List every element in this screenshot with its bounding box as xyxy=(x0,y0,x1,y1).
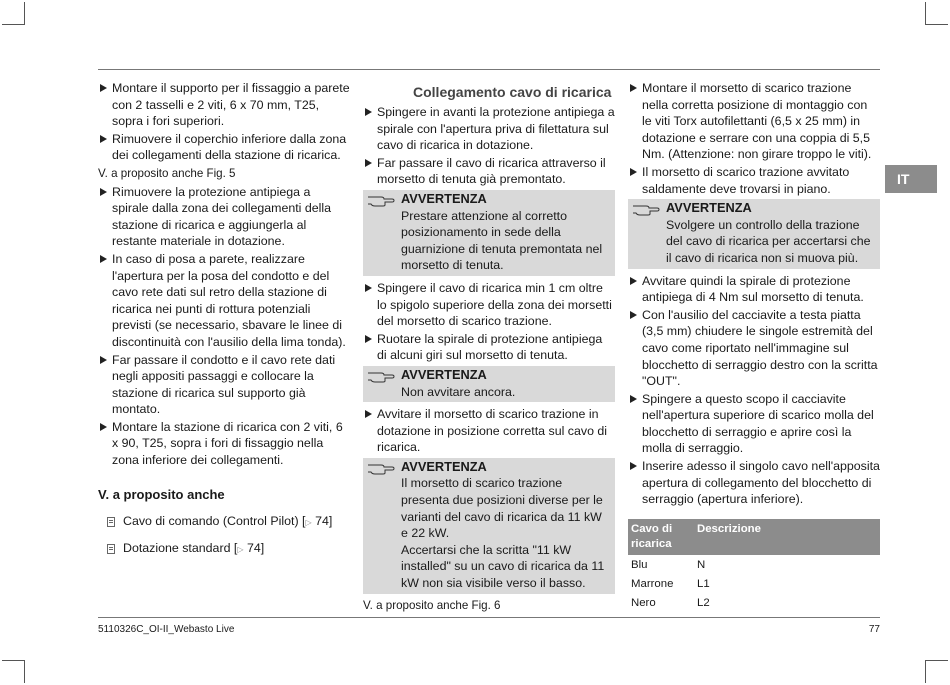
warning-box xyxy=(363,366,615,402)
bullet-arrow-icon xyxy=(365,284,372,292)
table-header-cell: Descrizione xyxy=(694,519,880,555)
section-heading: Collegamento cavo di ricarica xyxy=(413,84,612,100)
table-header-row xyxy=(628,519,880,555)
document-icon xyxy=(107,544,115,554)
footer-document-id: 5110326C_OI-II_Webasto Live xyxy=(98,624,235,635)
list-item: Avvitare il morsetto di scarico trazione in dotazione in posizione corretta sul cavo di ricarica. xyxy=(363,406,615,456)
warning-title: AVVERTENZA xyxy=(401,366,487,382)
bullet-arrow-icon xyxy=(630,462,637,470)
footer-rule xyxy=(98,617,880,618)
table-cell: Blu xyxy=(631,558,648,571)
table-cell: L1 xyxy=(697,577,710,590)
language-tab: IT xyxy=(885,165,937,193)
list-item: Montare il morsetto di scarico trazione nella corretta posizione di montaggio con le viti Torx autofilettanti (6,5 x 25 mm) in dotazione e serrare con una coppia di 5,5 Nm. (Attenzione: non girare troppo le viti). xyxy=(628,80,880,163)
warning-hand-icon xyxy=(367,193,395,207)
list-item: Inserire adesso il singolo cavo nell'apposita apertura di collegamento del blocchetto di serraggio (apertura inferiore). xyxy=(628,458,880,508)
table-row xyxy=(628,593,880,612)
cross-reference-link[interactable]: Dotazione standard [▷ 74] xyxy=(98,540,350,559)
crop-mark-bottom-right xyxy=(925,660,948,683)
list-item: Spingere a questo scopo il cacciavite nell'apertura superiore di scarico molla del blocchetto di serraggio e aprire così la molla di serraggio. xyxy=(628,391,880,457)
bullet-arrow-icon xyxy=(630,395,637,403)
warning-text: Accertarsi che la scritta "11 kW installed" su un cavo di ricarica da 11 kW non sia visibile verso il basso. xyxy=(401,542,605,591)
bullet-arrow-icon xyxy=(100,356,107,364)
list-item: Il morsetto di scarico trazione avvitato saldamente deve trovarsi in piano. xyxy=(628,164,880,197)
warning-hand-icon xyxy=(632,202,660,216)
crop-mark-bottom-left xyxy=(2,660,25,683)
list-item: Avvitare quindi la spirale di protezione antipiega di 4 Nm sul morsetto di tenuta. xyxy=(628,273,880,306)
warning-box xyxy=(363,190,615,276)
warning-hand-icon xyxy=(367,461,395,475)
list-item: Spingere in avanti la protezione antipiega a spirale con l'apertura priva di filettatura sul cavo di ricarica in dotazione. xyxy=(363,104,615,154)
column-middle xyxy=(363,80,615,615)
warning-text: Non avvitare ancora. xyxy=(401,384,516,399)
figure-reference: V. a proposito anche Fig. 5 xyxy=(98,166,236,180)
list-item: Far passare il condotto e il cavo rete dati negli appositi passaggi e collocare la stazione di ricarica sul supporto già montato. xyxy=(98,352,350,418)
table-cell: Nero xyxy=(631,596,656,609)
table-row xyxy=(628,574,880,593)
page-link-triangle-icon: ▷ xyxy=(237,544,244,554)
list-item: Rimuovere il coperchio inferiore dalla zona dei collegamenti della stazione di ricarica. xyxy=(98,131,350,164)
table-cell: L2 xyxy=(697,596,710,609)
cross-reference-link[interactable]: Cavo di comando (Control Pilot) [▷ 74] xyxy=(98,513,350,532)
warning-text: Il morsetto di scarico trazione presenta due posizioni diverse per le varianti del cavo di ricarica da 11 kW e 22 kW. xyxy=(401,476,603,541)
see-also-heading: V. a proposito anche xyxy=(98,486,225,502)
warning-title: AVVERTENZA xyxy=(401,190,487,206)
bullet-arrow-icon xyxy=(630,84,637,92)
bullet-arrow-icon xyxy=(365,410,372,418)
list-item: Far passare il cavo di ricarica attraverso il morsetto di tenuta già premontato. xyxy=(363,155,615,188)
warning-box xyxy=(363,458,615,594)
bullet-arrow-icon xyxy=(630,277,637,285)
cable-color-table xyxy=(628,519,880,612)
warning-box xyxy=(628,199,880,268)
column-left xyxy=(98,80,350,566)
bullet-arrow-icon xyxy=(100,255,107,263)
list-item: Spingere il cavo di ricarica min 1 cm oltre lo spigolo superiore della zona dei morsetti del morsetto di scarico trazione. xyxy=(363,280,615,330)
bullet-arrow-icon xyxy=(100,135,107,143)
bullet-arrow-icon xyxy=(100,84,107,92)
table-cell: N xyxy=(697,558,706,571)
list-item: Rimuovere la protezione antipiega a spirale dalla zona dei collegamenti della stazione di ricarica e aggiungerla al restante materiale in dotazione. xyxy=(98,184,350,250)
bullet-arrow-icon xyxy=(630,168,637,176)
list-item: In caso di posa a parete, realizzare l'apertura per la posa del condotto e del cavo rete dati sul retro della stazione di ricarica nei punti di rottura potenziali previsti (se necessario, sbavare le linee di discontinuità con l'ausilio della lima tonda). xyxy=(98,251,350,351)
list-item: Con l'ausilio del cacciavite a testa piatta (3,5 mm) chiudere le singole estremità del cavo come riportato nell'immagine sul blocchetto di serraggio destro con la scritta "OUT". xyxy=(628,307,880,390)
page-number: 77 xyxy=(868,624,880,635)
bullet-arrow-icon xyxy=(100,188,107,196)
list-item: Ruotare la spirale di protezione antipiega di alcuni giri sul morsetto di tenuta. xyxy=(363,331,615,364)
column-right xyxy=(628,80,880,612)
bullet-arrow-icon xyxy=(365,159,372,167)
document-icon xyxy=(107,517,115,527)
table-header-cell: Cavo di ricarica xyxy=(628,519,694,555)
crop-mark-top-left xyxy=(2,2,25,25)
bullet-arrow-icon xyxy=(630,311,637,319)
list-item: Montare il supporto per il fissaggio a parete con 2 tasselli e 2 viti, 6 x 70 mm, T25, sopra i fori superiori. xyxy=(98,80,350,130)
table-row xyxy=(628,555,880,574)
list-item: Montare la stazione di ricarica con 2 viti, 6 x 90, T25, sopra i fori di fissaggio nella zona inferiore dei collegamenti. xyxy=(98,419,350,469)
warning-text: Svolgere un controllo della trazione del cavo di ricarica per accertarsi che il cavo di ricarica non si muova più. xyxy=(666,217,871,265)
header-rule xyxy=(98,69,880,70)
bullet-arrow-icon xyxy=(365,108,372,116)
warning-title: AVVERTENZA xyxy=(401,458,487,474)
bullet-arrow-icon xyxy=(365,335,372,343)
warning-title: AVVERTENZA xyxy=(666,200,752,216)
warning-text: Prestare attenzione al corretto posizionamento in sede della guarnizione di tenuta premontata nel morsetto di tenuta. xyxy=(401,208,603,273)
bullet-arrow-icon xyxy=(100,423,107,431)
table-cell: Marrone xyxy=(631,577,674,590)
crop-mark-top-right xyxy=(925,2,948,25)
page-link-triangle-icon: ▷ xyxy=(305,518,312,528)
warning-hand-icon xyxy=(367,369,395,383)
figure-reference: V. a proposito anche Fig. 6 xyxy=(363,598,501,612)
